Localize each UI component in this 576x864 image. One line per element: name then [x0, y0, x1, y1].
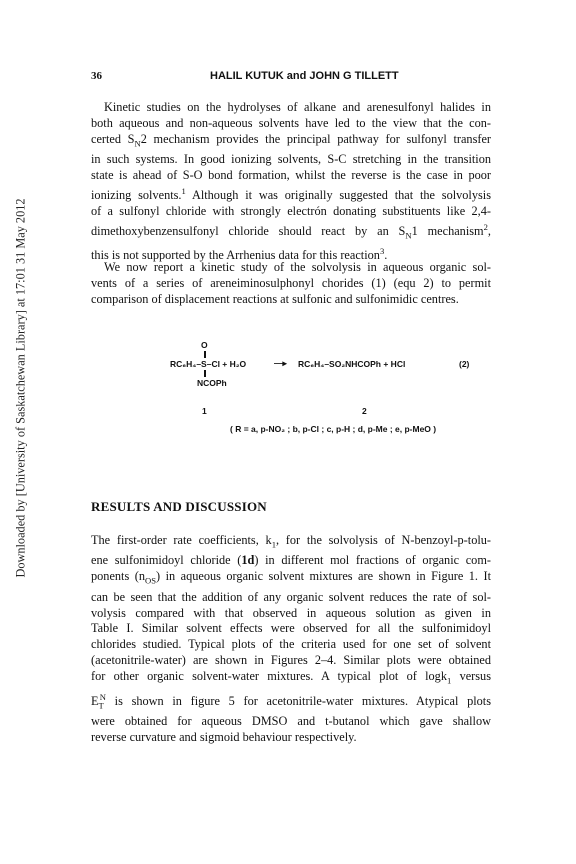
- text-line: chlorides studied. Typical plots of the criteria used for one set of solvent: [91, 637, 491, 652]
- text-line: Table I. Similar solvent effects were observed for all the sulfonimidoyl: [91, 621, 491, 636]
- text-line: (acetonitrile-water) are shown in Figures 2–4. Similar plots were obtained: [91, 653, 491, 668]
- text-line: were obtained for aqueous DMSO and t-butanol which gave shallow: [91, 713, 491, 728]
- text-line: this is not supported by the Arrhenius data for this reaction$^3$.: [91, 246, 388, 263]
- text-line: comparison of displacement reactions at sulfonic and sulfonimidic centres.: [91, 291, 459, 306]
- scheme-double-bond: [204, 351, 206, 358]
- running-header-authors: HALIL KUTUK and JOHN G TILLETT: [210, 70, 399, 82]
- section-heading: RESULTS AND DISCUSSION: [91, 499, 267, 514]
- scheme-equation-number: (2): [459, 359, 470, 369]
- scheme-reactant: RC₆H₄–S–Cl + H₂O: [170, 359, 247, 369]
- text-line: ene sulfonimidoyl chloride (1d) in different mol fractions of organic com-: [91, 553, 491, 568]
- text-line: for other organic solvent-water mixtures. A typical plot of logk$_1$ versus: [91, 669, 491, 686]
- text-line: volysis compared with that observed in aqueous solution as given in: [91, 605, 491, 620]
- scheme-product: RC₆H₄–SO₂NHCOPh + HCl: [298, 359, 406, 369]
- scheme-substituent-group: NCOPh: [197, 378, 227, 388]
- reaction-scheme: [170, 340, 500, 470]
- text-line: ponents $(n_{OS})$ in aqueous organic solvent mixtures are shown in Figure 1. It: [91, 569, 491, 586]
- results-paragraph: [91, 533, 491, 746]
- text-line: certed $S_N2$ mechanism provides the principal pathway for sulfonyl transfer: [91, 131, 491, 149]
- scheme-compound-label-2: 2: [362, 406, 367, 416]
- text-line: of a sulfonyl chloride with strongly electrón donating substituents like 2,4-: [91, 203, 491, 218]
- scheme-bond: [204, 370, 206, 377]
- scheme-arrow: —▸: [274, 358, 287, 368]
- text-line: reverse curvature and sigmoid behaviour respectively.: [91, 729, 357, 744]
- download-watermark-text: Downloaded by [University of Saskatchewan Library] at 17:01 31 May 2012: [13, 197, 28, 578]
- text-line: We now report a kinetic study of the solvolysis in aqueous organic sol-: [104, 260, 491, 274]
- scheme-substituent-list: ( R = a, p-NO₂ ; b, p-Cl ; c, p-H ; d, p-Me ; e, p-MeO ): [230, 424, 437, 434]
- text-line: both aqueous and non-aqueous solvents have led to the view that the con-: [91, 115, 491, 130]
- text-line: in such systems. In good ionizing solvents, S-C stretching in the transition: [91, 152, 491, 167]
- text-line: The first-order rate coefficients, $k_1$, for the solvolysis of N-benzoyl-p-tolu-: [91, 533, 492, 550]
- text-line: vents of a series of areneiminosulphonyl chorides (1) (equ 2) to permit: [91, 275, 491, 290]
- text-line: $E_T^N$ is shown in figure 5 for acetonitrile-water mixtures. Atypical plots: [91, 691, 491, 711]
- text-line: Kinetic studies on the hydrolyses of alkane and arenesulfonyl halides in: [104, 100, 491, 114]
- text-line: can be seen that the addition of any organic solvent reduces the rate of sol-: [91, 589, 491, 604]
- page-number: 36: [91, 70, 102, 82]
- scheme-compound-label-1: 1: [202, 406, 207, 416]
- intro-paragraph: [91, 100, 491, 264]
- text-line: state is ahead of S-O bond formation, whilst the reverse is the case in poor: [91, 168, 491, 183]
- running-header: [91, 70, 491, 84]
- aim-paragraph: [91, 260, 491, 308]
- text-line: dimethoxybenzensulfonyl chloride should react by an $S_N1$ mechanism$^2$,: [91, 221, 491, 241]
- text-line: ionizing solvents.$^1$ Although it was originally suggested that the solvolysis: [91, 185, 491, 203]
- scheme-oxygen: O: [201, 340, 208, 350]
- download-watermark: [14, 135, 28, 640]
